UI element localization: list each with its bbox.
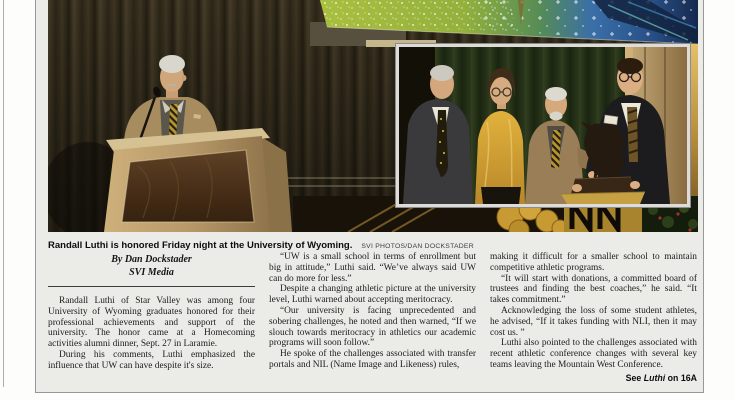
byline-author: By Dan Dockstader — [111, 254, 192, 265]
article-body — [48, 252, 698, 391]
jump-reference: Luthi — [643, 372, 666, 383]
paragraph: “UW is a small school in terms of enrollment but big in attitude,” Luthi said. “We’ve always said UW can do more for less.” — [269, 252, 476, 284]
jump-prefix: See — [625, 372, 644, 383]
jump-suffix: on 16A — [665, 372, 697, 383]
main-photo — [48, 0, 698, 232]
award-presentation-photo — [399, 47, 687, 204]
paragraph: “It will start with donations, a committed board of trustees and finding the best coaches,” he said. “It takes commitment.” — [490, 273, 697, 306]
name-badge — [604, 115, 618, 125]
caption-row — [48, 235, 698, 253]
photo-caption: Randall Luthi is honored Friday night at the University of Wyoming. — [48, 240, 353, 251]
article-column-2 — [269, 252, 476, 391]
byline — [48, 254, 255, 279]
paragraph: Luthi also pointed to the challenges associated with recent athletic conference changes with several key teams leaving the Mountain West Conference. — [490, 338, 697, 370]
podium — [104, 128, 292, 232]
white-goatee — [550, 112, 563, 121]
byline-organization: SVI Media — [129, 266, 174, 278]
continuation-notice — [490, 373, 697, 383]
polka-dot-tie — [436, 110, 448, 177]
gray-hair — [159, 55, 185, 73]
paragraph: He spoke of the challenges associated with transfer portals and NIL (Name Image and Likeness) rules, — [269, 349, 476, 370]
adjacent-column-rule — [3, 0, 4, 387]
inset-photo — [396, 44, 690, 207]
paragraph: During his comments, Luthi emphasized the influence that UW can have despite it's size. — [48, 349, 255, 371]
paragraph: “Our university is facing unprecedented and sobering challenges, he noted and then warned, “If we slouch towards meritocracy in athletics our academic programs will soon follow.” — [269, 305, 476, 349]
article-container — [35, 0, 704, 393]
paragraph: making it difficult for a smaller school to maintain competitive athletic programs. — [490, 252, 697, 273]
byline-divider — [48, 286, 255, 287]
paragraph: Randall Luthi of Star Valley was among four University of Wyoming graduates honored for their professional achievements and support of the university. The honor came at a Homecoming activities alumni dinner, Sept. 27 in Laramie. — [48, 296, 255, 350]
photo-credit: SVI PHOTOS/DAN DOCKSTADER — [361, 243, 474, 250]
article-column-1 — [48, 252, 255, 391]
article-column-3 — [490, 252, 697, 391]
paragraph: Acknowledging the loss of some student athletes, he advised, “If it takes funding with NLI, then it may cost us. ” — [490, 305, 697, 338]
paragraph: Despite a changing athletic picture at the university level, Luthi warned about accepting meritocracy. — [269, 284, 476, 306]
